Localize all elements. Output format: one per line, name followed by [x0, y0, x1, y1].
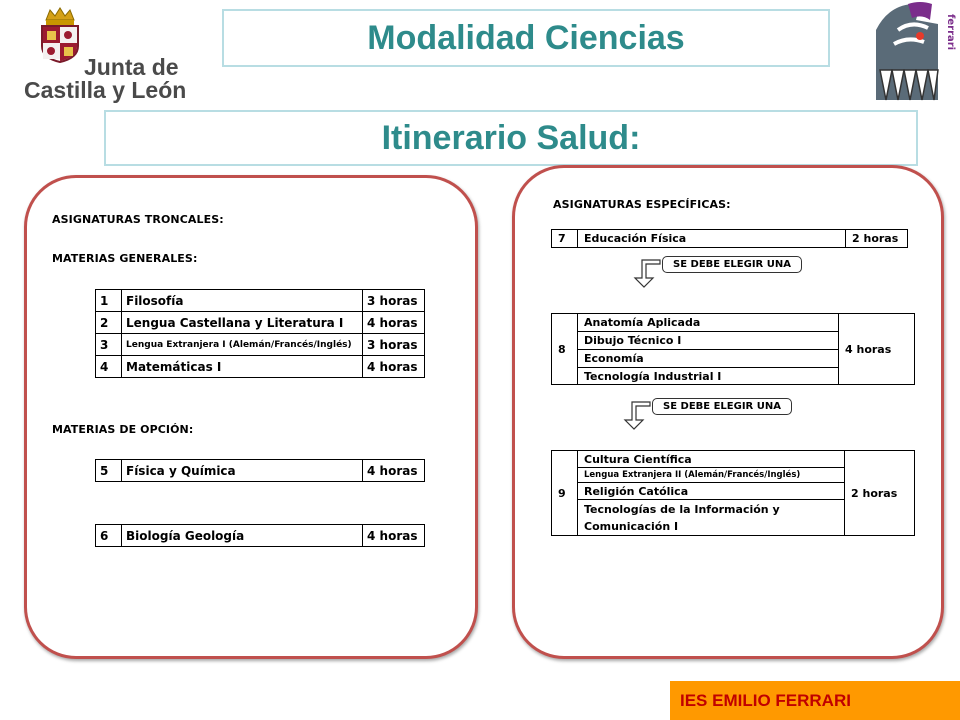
junta-logo — [22, 6, 192, 101]
table-row — [96, 460, 425, 482]
choose-one-label: SE DEBE ELEGIR UNA — [652, 398, 792, 415]
row7-table — [551, 229, 908, 248]
choose-one-label: SE DEBE ELEGIR UNA — [662, 256, 802, 273]
choose-one-note-2 — [620, 396, 820, 432]
subject-number: 4 — [96, 356, 122, 378]
subject-name: Física y Química — [122, 460, 363, 482]
page-title: Modalidad Ciencias — [222, 9, 830, 67]
subject-name: Lengua Extranjera II (Alemán/Francés/Inglés) — [578, 468, 845, 483]
table-row — [96, 290, 425, 312]
junta-logo-line2: Castilla y León — [24, 77, 187, 103]
subject-name: Religión Católica — [578, 483, 845, 500]
subject-name: Biología Geología — [122, 525, 363, 547]
subject-name: Lengua Extranjera I (Alemán/Francés/Inglés) — [122, 334, 363, 356]
group8-table — [551, 313, 915, 385]
subject-name: Cultura Científica — [578, 451, 845, 468]
bent-arrow-icon — [620, 396, 654, 432]
table-row — [552, 451, 915, 468]
group-number: 8 — [552, 314, 578, 385]
group9-table — [551, 450, 915, 536]
group-number: 9 — [552, 451, 578, 536]
group-hours: 2 horas — [845, 451, 915, 536]
heading-especificas: ASIGNATURAS ESPECÍFICAS: — [553, 198, 731, 211]
ferrari-logo-text: ferrari — [945, 14, 956, 51]
subject-hours: 3 horas — [363, 334, 425, 356]
subject-name-line2: Comunicación I — [584, 519, 679, 533]
subject-name: Tecnología Industrial I — [578, 368, 839, 385]
troncales-panel — [24, 175, 478, 659]
opcion-table-2 — [95, 524, 425, 547]
subject-number: 6 — [96, 525, 122, 547]
subject-name: Lengua Castellana y Literatura I — [122, 312, 363, 334]
table-row — [552, 314, 915, 332]
generales-table — [95, 289, 425, 378]
bent-arrow-icon — [630, 254, 664, 290]
ies-ferrari-logo — [868, 0, 960, 104]
table-row — [96, 312, 425, 334]
subject-name: Matemáticas I — [122, 356, 363, 378]
junta-logo-line1: Junta de — [84, 54, 179, 80]
table-row — [552, 230, 908, 248]
subject-number: 7 — [552, 230, 578, 248]
subject-name-line1: Tecnologías de la Información y — [584, 502, 780, 516]
table-row — [96, 356, 425, 378]
subject-name: Economía — [578, 350, 839, 368]
subject-number: 1 — [96, 290, 122, 312]
table-row — [96, 334, 425, 356]
subject-name: Filosofía — [122, 290, 363, 312]
heading-opcion: MATERIAS DE OPCIÓN: — [52, 423, 194, 436]
subject-name: Dibujo Técnico I — [578, 332, 839, 350]
heading-generales: MATERIAS GENERALES: — [52, 252, 198, 265]
subject-number: 5 — [96, 460, 122, 482]
subject-name: Anatomía Aplicada — [578, 314, 839, 332]
subject-hours: 2 horas — [846, 230, 908, 248]
table-row — [96, 525, 425, 547]
heading-troncales: ASIGNATURAS TRONCALES: — [52, 213, 224, 226]
page-subtitle: Itinerario Salud: — [104, 110, 918, 166]
footer-school-name: IES EMILIO FERRARI — [670, 681, 960, 720]
choose-one-note-1 — [630, 254, 830, 290]
subject-number: 3 — [96, 334, 122, 356]
subject-number: 2 — [96, 312, 122, 334]
group-hours: 4 horas — [839, 314, 915, 385]
ferrari-emblem-icon — [868, 0, 960, 104]
subject-hours: 3 horas — [363, 290, 425, 312]
subject-hours: 4 horas — [363, 356, 425, 378]
subject-hours: 4 horas — [363, 460, 425, 482]
subject-hours: 4 horas — [363, 525, 425, 547]
subject-hours: 4 horas — [363, 312, 425, 334]
subject-name — [578, 500, 845, 536]
opcion-table-1 — [95, 459, 425, 482]
subject-name: Educación Física — [578, 230, 846, 248]
